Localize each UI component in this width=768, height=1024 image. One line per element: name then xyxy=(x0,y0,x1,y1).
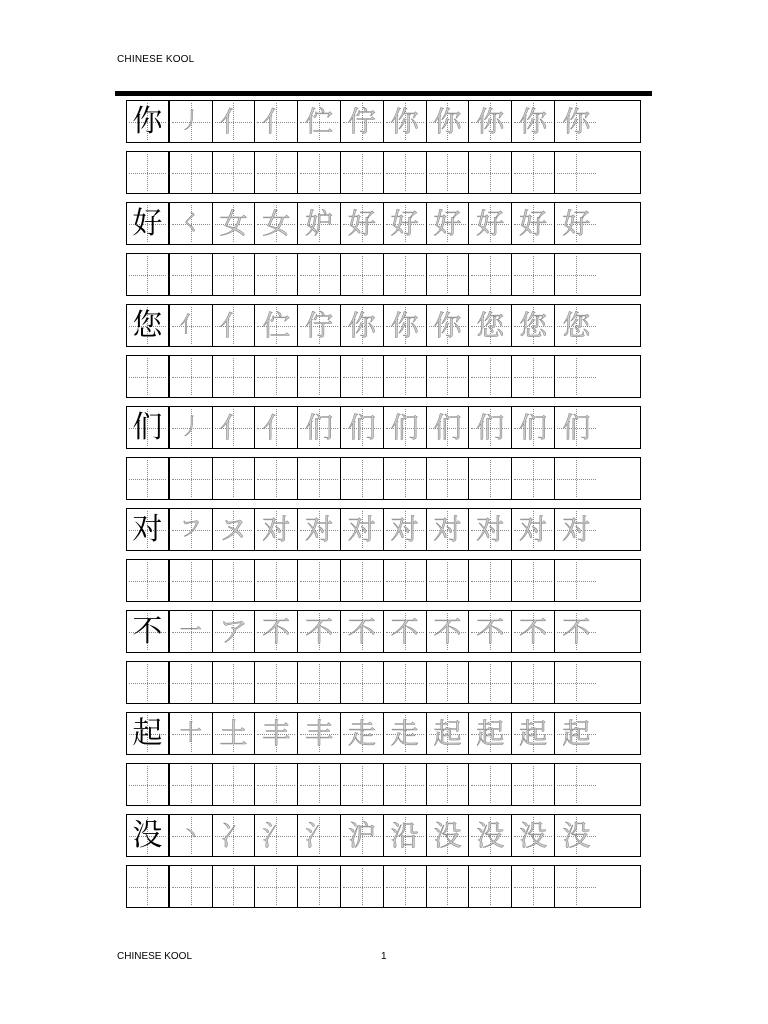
stroke-step-cell xyxy=(341,611,384,652)
page-number: 1 xyxy=(381,951,387,962)
stroke-step-cell xyxy=(512,611,555,652)
model-character-cell xyxy=(127,305,170,346)
stroke-step-cell xyxy=(555,815,598,856)
practice-cell[interactable] xyxy=(512,254,555,295)
stroke-step: 们 xyxy=(562,410,591,444)
stroke-step-cell xyxy=(469,611,512,652)
practice-cell[interactable] xyxy=(255,254,298,295)
stroke-step: 妒 xyxy=(305,206,334,240)
stroke-step-cell xyxy=(384,407,427,448)
practice-cell[interactable] xyxy=(555,356,598,397)
practice-row xyxy=(126,355,641,398)
stroke-step-cell xyxy=(384,101,427,142)
trace-row xyxy=(126,610,641,653)
trace-row xyxy=(126,202,641,245)
stroke-step-cell xyxy=(170,815,213,856)
stroke-step: 对 xyxy=(562,512,591,546)
trace-row xyxy=(126,712,641,755)
stroke-step: 好 xyxy=(347,206,376,240)
stroke-step: 你 xyxy=(390,308,419,342)
stroke-step-cell xyxy=(555,407,598,448)
practice-cell[interactable] xyxy=(255,662,298,703)
model-character-cell xyxy=(127,407,170,448)
stroke-step: 起 xyxy=(519,716,548,750)
stroke-step-cell xyxy=(255,509,298,550)
stroke-step-cell xyxy=(469,101,512,142)
stroke-step: 起 xyxy=(562,716,591,750)
practice-cell[interactable] xyxy=(255,152,298,193)
stroke-step: 女 xyxy=(262,206,291,240)
model-character: 你 xyxy=(132,103,163,139)
stroke-step-cell xyxy=(298,815,341,856)
stroke-step: 对 xyxy=(262,512,291,546)
practice-row xyxy=(126,763,641,806)
stroke-step: 们 xyxy=(433,410,462,444)
stroke-step: 氵 xyxy=(305,818,334,852)
stroke-step-cell xyxy=(555,509,598,550)
stroke-step: 们 xyxy=(347,410,376,444)
practice-cell[interactable] xyxy=(127,662,170,703)
stroke-step-cell xyxy=(298,509,341,550)
practice-cell[interactable] xyxy=(469,866,512,907)
stroke-step: 亻 xyxy=(219,104,248,138)
stroke-step: 亻 xyxy=(179,312,202,338)
practice-cell[interactable] xyxy=(255,560,298,601)
stroke-step-cell xyxy=(341,203,384,244)
stroke-step: 佇 xyxy=(347,104,376,138)
trace-row xyxy=(126,304,641,347)
stroke-step-cell xyxy=(555,611,598,652)
stroke-step: 们 xyxy=(519,410,548,444)
practice-cell[interactable] xyxy=(298,356,341,397)
stroke-step: ア xyxy=(219,614,248,648)
practice-cell[interactable] xyxy=(341,458,384,499)
header-rule xyxy=(115,91,652,96)
stroke-step-cell xyxy=(170,407,213,448)
stroke-step: 好 xyxy=(562,206,591,240)
stroke-step: 丿 xyxy=(179,108,202,134)
practice-row xyxy=(126,661,641,704)
stroke-step: 起 xyxy=(476,716,505,750)
stroke-step-cell xyxy=(170,305,213,346)
practice-row xyxy=(126,865,641,908)
stroke-step: 对 xyxy=(476,512,505,546)
stroke-step-cell xyxy=(213,203,256,244)
stroke-step: 没 xyxy=(519,818,548,852)
model-character: 没 xyxy=(132,817,163,853)
practice-cell[interactable] xyxy=(341,356,384,397)
practice-cell[interactable] xyxy=(255,866,298,907)
practice-cell[interactable] xyxy=(170,152,213,193)
stroke-step: 土 xyxy=(219,716,248,750)
practice-cell[interactable] xyxy=(298,458,341,499)
stroke-step-cell xyxy=(469,305,512,346)
stroke-step: 没 xyxy=(433,818,462,852)
practice-cell[interactable] xyxy=(213,356,256,397)
practice-cell[interactable] xyxy=(427,458,470,499)
stroke-step-cell xyxy=(298,713,341,754)
stroke-step-cell xyxy=(427,203,470,244)
model-character-cell xyxy=(127,509,170,550)
stroke-step: 走 xyxy=(347,716,376,750)
trace-row xyxy=(126,100,641,143)
practice-cell[interactable] xyxy=(170,764,213,805)
practice-cell[interactable] xyxy=(170,254,213,295)
stroke-step: 你 xyxy=(562,104,591,138)
practice-cell[interactable] xyxy=(512,152,555,193)
stroke-step-cell xyxy=(427,407,470,448)
practice-row xyxy=(126,151,641,194)
stroke-step-cell xyxy=(341,509,384,550)
model-character: 您 xyxy=(132,307,163,343)
stroke-step-cell xyxy=(255,203,298,244)
practice-cell[interactable] xyxy=(298,560,341,601)
practice-cell[interactable] xyxy=(427,662,470,703)
practice-cell[interactable] xyxy=(555,764,598,805)
stroke-step-cell xyxy=(341,101,384,142)
stroke-step-cell xyxy=(512,713,555,754)
stroke-step: 不 xyxy=(305,614,334,648)
practice-cell[interactable] xyxy=(512,560,555,601)
stroke-step-cell xyxy=(427,713,470,754)
practice-cell[interactable] xyxy=(469,764,512,805)
stroke-step-cell xyxy=(384,509,427,550)
practice-cell[interactable] xyxy=(555,254,598,295)
stroke-step: 亻 xyxy=(262,104,291,138)
stroke-step-cell xyxy=(255,101,298,142)
practice-cell[interactable] xyxy=(427,254,470,295)
stroke-step-cell xyxy=(469,713,512,754)
practice-cell[interactable] xyxy=(127,254,170,295)
stroke-step: 你 xyxy=(347,308,376,342)
stroke-step: 们 xyxy=(305,410,334,444)
practice-cell[interactable] xyxy=(427,866,470,907)
stroke-step-cell xyxy=(213,101,256,142)
stroke-step: 对 xyxy=(305,512,334,546)
stroke-step-cell xyxy=(384,305,427,346)
practice-worksheet xyxy=(126,100,641,908)
practice-cell[interactable] xyxy=(255,458,298,499)
page-footer: CHINESE KOOL xyxy=(117,951,193,962)
model-character: 好 xyxy=(132,205,163,241)
stroke-step: 一 xyxy=(179,618,202,644)
trace-row xyxy=(126,406,641,449)
stroke-step-cell xyxy=(213,611,256,652)
model-character-cell xyxy=(127,101,170,142)
practice-cell[interactable] xyxy=(213,866,256,907)
stroke-step: 沿 xyxy=(390,818,419,852)
stroke-step: 好 xyxy=(476,206,505,240)
practice-cell[interactable] xyxy=(512,458,555,499)
practice-cell[interactable] xyxy=(341,866,384,907)
stroke-step-cell xyxy=(341,305,384,346)
stroke-step: 对 xyxy=(347,512,376,546)
stroke-step-cell xyxy=(512,509,555,550)
practice-row xyxy=(126,457,641,500)
practice-cell[interactable] xyxy=(341,560,384,601)
stroke-step-cell xyxy=(170,203,213,244)
practice-cell[interactable] xyxy=(298,764,341,805)
practice-cell[interactable] xyxy=(469,254,512,295)
practice-cell[interactable] xyxy=(512,356,555,397)
stroke-step: 亻 xyxy=(219,308,248,342)
stroke-step: 您 xyxy=(519,308,548,342)
stroke-step-cell xyxy=(555,203,598,244)
practice-cell[interactable] xyxy=(170,458,213,499)
stroke-step: 没 xyxy=(476,818,505,852)
stroke-step-cell xyxy=(469,407,512,448)
stroke-step-cell xyxy=(341,815,384,856)
practice-cell[interactable] xyxy=(213,458,256,499)
stroke-step: 伫 xyxy=(305,104,334,138)
stroke-step: く xyxy=(179,210,202,236)
stroke-step: 没 xyxy=(562,818,591,852)
stroke-step-cell xyxy=(555,101,598,142)
stroke-step: 不 xyxy=(476,614,505,648)
practice-cell[interactable] xyxy=(298,866,341,907)
stroke-step-cell xyxy=(170,101,213,142)
stroke-step-cell xyxy=(255,611,298,652)
stroke-step: 丶 xyxy=(179,822,202,848)
stroke-step-cell xyxy=(213,509,256,550)
stroke-step: 你 xyxy=(433,308,462,342)
stroke-step: 亻 xyxy=(262,410,291,444)
practice-cell[interactable] xyxy=(469,458,512,499)
stroke-step: 氵 xyxy=(262,818,291,852)
practice-cell[interactable] xyxy=(213,560,256,601)
practice-cell[interactable] xyxy=(384,560,427,601)
stroke-step-cell xyxy=(384,815,427,856)
stroke-step: 好 xyxy=(390,206,419,240)
model-character-cell xyxy=(127,611,170,652)
practice-cell[interactable] xyxy=(127,866,170,907)
stroke-step-cell xyxy=(255,713,298,754)
practice-cell[interactable] xyxy=(384,866,427,907)
stroke-step: 沪 xyxy=(347,818,376,852)
stroke-step: 好 xyxy=(433,206,462,240)
stroke-step: 冫 xyxy=(219,818,248,852)
stroke-step-cell xyxy=(298,101,341,142)
stroke-step: 丰 xyxy=(262,716,291,750)
stroke-step-cell xyxy=(213,815,256,856)
stroke-step-cell xyxy=(512,203,555,244)
stroke-step-cell xyxy=(512,101,555,142)
practice-cell[interactable] xyxy=(341,662,384,703)
practice-cell[interactable] xyxy=(213,764,256,805)
practice-cell[interactable] xyxy=(170,866,213,907)
practice-cell[interactable] xyxy=(555,866,598,907)
practice-cell[interactable] xyxy=(555,458,598,499)
practice-row xyxy=(126,253,641,296)
practice-cell[interactable] xyxy=(170,662,213,703)
model-character: 起 xyxy=(132,715,163,751)
practice-cell[interactable] xyxy=(384,458,427,499)
stroke-step-cell xyxy=(555,713,598,754)
stroke-step-cell xyxy=(213,713,256,754)
stroke-step: 您 xyxy=(562,308,591,342)
practice-cell[interactable] xyxy=(213,254,256,295)
stroke-step-cell xyxy=(512,305,555,346)
practice-cell[interactable] xyxy=(469,356,512,397)
stroke-step-cell xyxy=(384,713,427,754)
stroke-step: 对 xyxy=(390,512,419,546)
stroke-step: 们 xyxy=(390,410,419,444)
stroke-step: 走 xyxy=(390,716,419,750)
practice-cell[interactable] xyxy=(341,764,384,805)
practice-cell[interactable] xyxy=(170,356,213,397)
practice-cell[interactable] xyxy=(469,662,512,703)
stroke-step-cell xyxy=(469,203,512,244)
stroke-step: 你 xyxy=(519,104,548,138)
practice-cell[interactable] xyxy=(127,458,170,499)
stroke-step: 们 xyxy=(476,410,505,444)
stroke-step-cell xyxy=(384,611,427,652)
stroke-step: 伫 xyxy=(262,308,291,342)
stroke-step: 不 xyxy=(562,614,591,648)
stroke-step-cell xyxy=(427,611,470,652)
practice-cell[interactable] xyxy=(127,560,170,601)
stroke-step-cell xyxy=(469,815,512,856)
practice-cell[interactable] xyxy=(384,662,427,703)
stroke-step: 您 xyxy=(476,308,505,342)
practice-cell[interactable] xyxy=(255,356,298,397)
stroke-step-cell xyxy=(298,305,341,346)
stroke-step-cell xyxy=(298,407,341,448)
practice-cell[interactable] xyxy=(170,560,213,601)
stroke-step-cell xyxy=(255,305,298,346)
stroke-step: 对 xyxy=(433,512,462,546)
stroke-step: 对 xyxy=(519,512,548,546)
stroke-step: 女 xyxy=(219,206,248,240)
practice-cell[interactable] xyxy=(555,152,598,193)
practice-cell[interactable] xyxy=(427,764,470,805)
practice-cell[interactable] xyxy=(255,764,298,805)
practice-cell[interactable] xyxy=(512,866,555,907)
stroke-step-cell xyxy=(170,713,213,754)
stroke-step-cell xyxy=(427,815,470,856)
practice-cell[interactable] xyxy=(555,662,598,703)
practice-cell[interactable] xyxy=(469,560,512,601)
practice-cell[interactable] xyxy=(555,560,598,601)
model-character: 对 xyxy=(132,511,163,547)
practice-cell[interactable] xyxy=(213,152,256,193)
practice-cell[interactable] xyxy=(427,356,470,397)
stroke-step: 佇 xyxy=(305,308,334,342)
model-character-cell xyxy=(127,713,170,754)
stroke-step-cell xyxy=(427,305,470,346)
practice-cell[interactable] xyxy=(298,662,341,703)
stroke-step-cell xyxy=(341,407,384,448)
trace-row xyxy=(126,508,641,551)
stroke-step: 十 xyxy=(179,720,202,746)
stroke-step: ヌ xyxy=(219,512,248,546)
stroke-step: 不 xyxy=(519,614,548,648)
practice-cell[interactable] xyxy=(213,662,256,703)
practice-cell[interactable] xyxy=(427,152,470,193)
stroke-step: 丿 xyxy=(179,414,202,440)
practice-row xyxy=(126,559,641,602)
stroke-step: 不 xyxy=(433,614,462,648)
practice-cell[interactable] xyxy=(427,560,470,601)
stroke-step-cell xyxy=(427,509,470,550)
stroke-step: 亻 xyxy=(219,410,248,444)
model-character: 不 xyxy=(132,613,163,649)
stroke-step: 不 xyxy=(347,614,376,648)
stroke-step-cell xyxy=(384,203,427,244)
practice-cell[interactable] xyxy=(127,764,170,805)
practice-cell[interactable] xyxy=(384,254,427,295)
practice-cell[interactable] xyxy=(127,356,170,397)
stroke-step-cell xyxy=(170,509,213,550)
practice-cell[interactable] xyxy=(512,764,555,805)
practice-cell[interactable] xyxy=(298,152,341,193)
practice-cell[interactable] xyxy=(469,152,512,193)
practice-cell[interactable] xyxy=(341,254,384,295)
stroke-step-cell xyxy=(512,815,555,856)
stroke-step-cell xyxy=(555,305,598,346)
stroke-step: 你 xyxy=(390,104,419,138)
practice-cell[interactable] xyxy=(512,662,555,703)
practice-cell[interactable] xyxy=(298,254,341,295)
page-header: CHINESE KOOL xyxy=(117,54,195,65)
trace-row xyxy=(126,814,641,857)
model-character-cell xyxy=(127,203,170,244)
stroke-step-cell xyxy=(427,101,470,142)
practice-cell[interactable] xyxy=(127,152,170,193)
stroke-step-cell xyxy=(255,815,298,856)
stroke-step-cell xyxy=(298,203,341,244)
stroke-step: 不 xyxy=(390,614,419,648)
practice-cell[interactable] xyxy=(384,764,427,805)
stroke-step-cell xyxy=(341,713,384,754)
stroke-step: 不 xyxy=(262,614,291,648)
model-character-cell xyxy=(127,815,170,856)
stroke-step-cell xyxy=(469,509,512,550)
practice-cell[interactable] xyxy=(384,356,427,397)
stroke-step: 起 xyxy=(433,716,462,750)
practice-cell[interactable] xyxy=(384,152,427,193)
stroke-step-cell xyxy=(298,611,341,652)
stroke-step-cell xyxy=(213,305,256,346)
stroke-step-cell xyxy=(170,611,213,652)
stroke-step: 你 xyxy=(476,104,505,138)
model-character: 们 xyxy=(132,409,163,445)
stroke-step: 好 xyxy=(519,206,548,240)
stroke-step-cell xyxy=(512,407,555,448)
practice-cell[interactable] xyxy=(341,152,384,193)
stroke-step-cell xyxy=(255,407,298,448)
stroke-step-cell xyxy=(213,407,256,448)
stroke-step: 丰 xyxy=(305,716,334,750)
stroke-step: フ xyxy=(179,516,202,542)
stroke-step: 你 xyxy=(433,104,462,138)
